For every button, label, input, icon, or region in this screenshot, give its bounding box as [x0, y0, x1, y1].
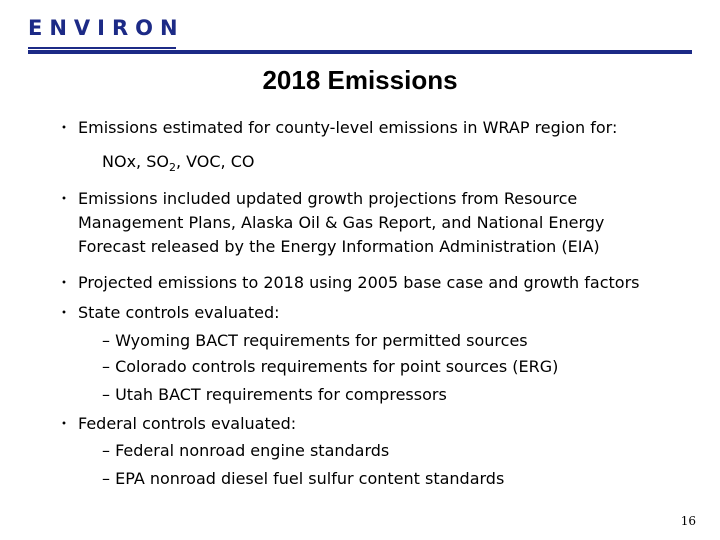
- environ-logo: [28, 14, 185, 44]
- logo-underline: [28, 47, 176, 49]
- sub-item: – EPA nonroad diesel fuel sulfur content standards: [102, 469, 505, 488]
- bullet-marker: ・: [56, 273, 73, 292]
- page-number: 16: [680, 514, 696, 528]
- logo-text: ENVIRON: [28, 16, 185, 40]
- pollutant-list-pre: NOx, SO: [102, 152, 169, 171]
- bullet-text-line: Forecast released by the Energy Information Administration (EIA): [78, 237, 600, 256]
- sub-item: – Wyoming BACT requirements for permitted sources: [102, 331, 528, 350]
- sub-item: – Colorado controls requirements for point sources (ERG): [102, 357, 559, 376]
- pollutant-list-post: , VOC, CO: [175, 152, 255, 171]
- bullet-text-line: Emissions included updated growth projections from Resource: [78, 189, 578, 208]
- bullet-marker: ・: [56, 414, 73, 433]
- slide-title: 2018 Emissions: [262, 65, 458, 95]
- bullet-item: [56, 187, 676, 259]
- bullet-text: Projected emissions to 2018 using 2005 base case and growth factors: [78, 273, 640, 292]
- pollutant-subscript: 2: [168, 161, 176, 174]
- sub-item: – Federal nonroad engine standards: [102, 441, 390, 460]
- bullet-text: State controls evaluated:: [78, 303, 280, 322]
- bullet-marker: ・: [56, 118, 73, 137]
- bullet-text: Emissions estimated for county-level emissions in WRAP region for:: [78, 118, 618, 137]
- bullet-marker: ・: [56, 303, 73, 322]
- header-rule: [28, 50, 692, 54]
- bullet-marker: ・: [56, 189, 73, 208]
- bullet-text-line: Management Plans, Alaska Oil & Gas Report, and National Energy: [78, 213, 605, 232]
- sub-item: – Utah BACT requirements for compressors: [102, 385, 447, 404]
- bullet-text: Federal controls evaluated:: [78, 414, 297, 433]
- pollutant-list: [102, 150, 255, 176]
